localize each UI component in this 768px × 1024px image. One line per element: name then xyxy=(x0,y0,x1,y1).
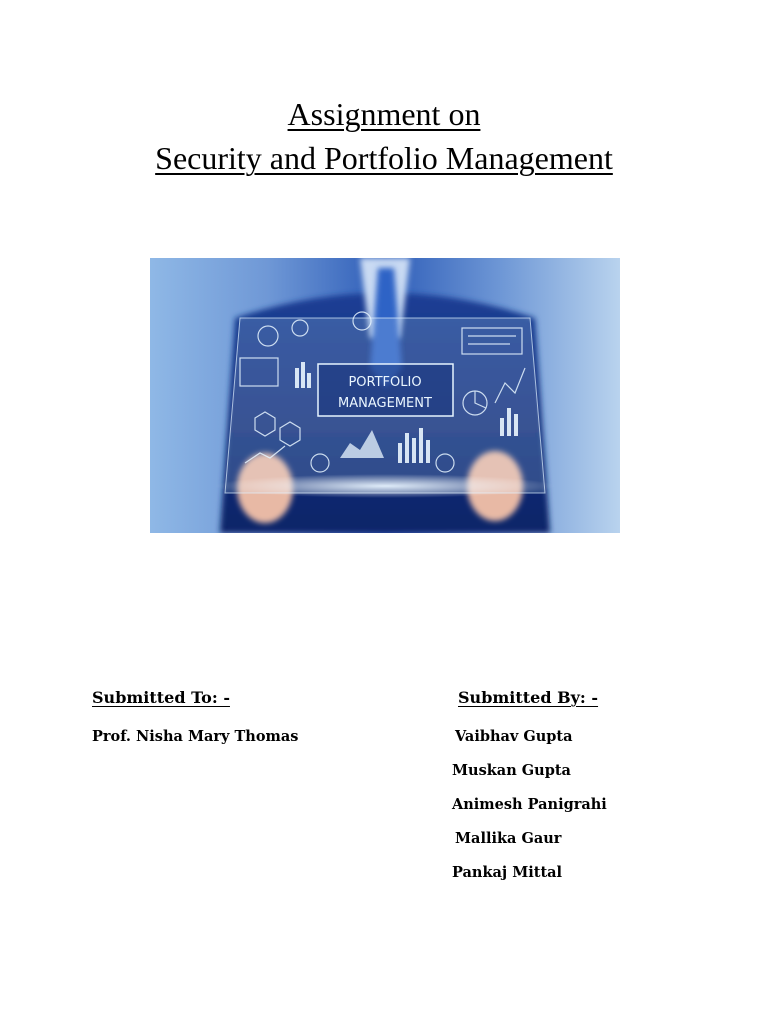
submitted-by-name: Muskan Gupta xyxy=(452,762,571,779)
title-line-2: Security and Portfolio Management xyxy=(155,140,613,176)
submitted-to-name: Prof. Nisha Mary Thomas xyxy=(92,728,299,745)
submitted-by-name: Vaibhav Gupta xyxy=(455,728,573,745)
portfolio-management-cover-image xyxy=(150,258,620,533)
submitted-by-label: Submitted By: - xyxy=(458,688,599,707)
image-text-management: MANAGEMENT xyxy=(338,396,432,411)
submitted-by-name: Pankaj Mittal xyxy=(452,864,563,881)
image-text-portfolio: PORTFOLIO xyxy=(348,375,422,390)
submitted-to-label: Submitted To: - xyxy=(92,688,230,707)
submitted-by-name: Mallika Gaur xyxy=(455,830,562,847)
submitted-by-name: Animesh Panigrahi xyxy=(452,796,607,813)
title-line-1: Assignment on xyxy=(287,96,481,132)
